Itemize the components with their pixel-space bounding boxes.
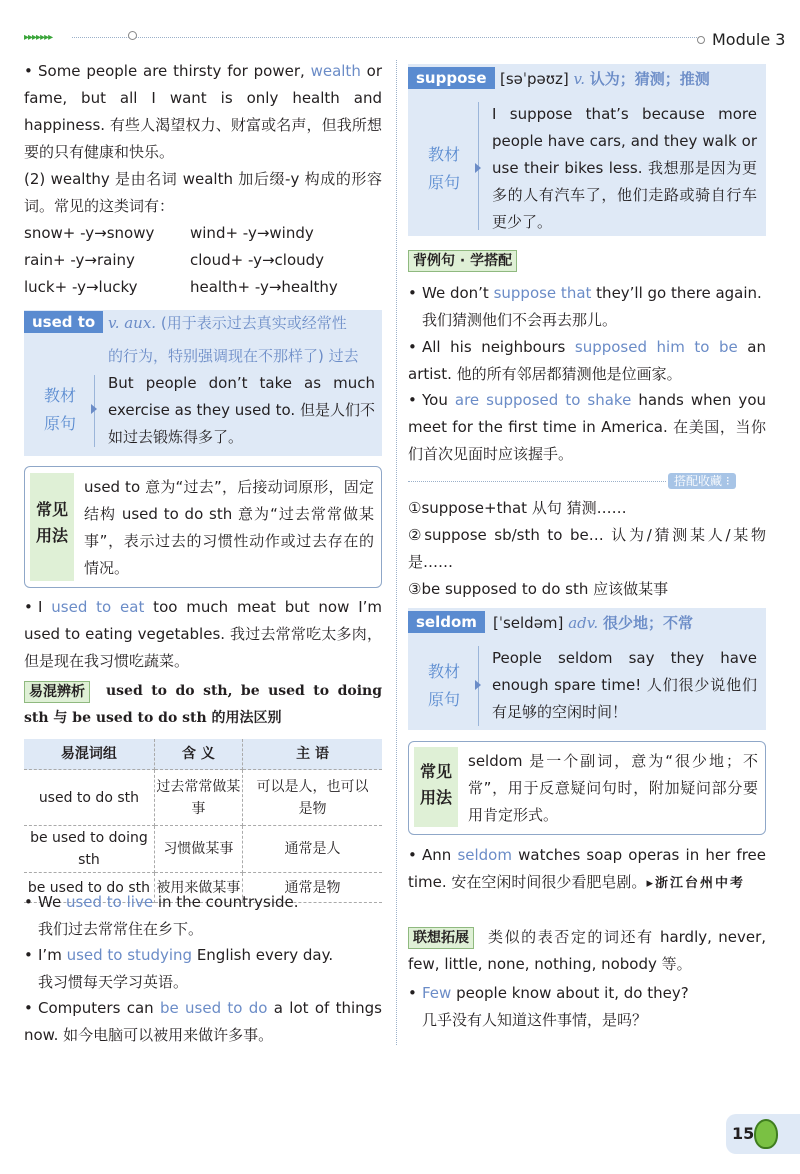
usage-tag: 常见用法 [414, 747, 458, 827]
table-cell: be used to doing sth [24, 826, 154, 873]
balloon-icon [754, 1119, 778, 1149]
seldom-definition: [ˈseldəm] adv. 很少地；不常 [493, 614, 693, 632]
suppose-that-example: • We don’t suppose that they’ll go there again. 我们猜测他们不会再去那儿。 [408, 280, 766, 334]
suppose-example: I suppose that’s because more people have cars, and they walk or use their bikes less. 我想那是因为更多的人有汽车了，他们走路或骑自行车更少了。 [492, 105, 757, 231]
header-dot [128, 31, 137, 40]
table-cell: be used to do sth [24, 873, 154, 903]
used-to-studying-example: • I’m used to studying English every day. 我习惯每天学习英语。 [24, 942, 382, 996]
keyword-used-to: used to [24, 311, 103, 333]
confuse-tag: 易混辨析 [24, 681, 90, 703]
be-used-to-do-example: • Computers can be used to do a lot of things now. 如今电脑可以被用来做许多事。 [24, 995, 382, 1049]
seldom-sentence: • Ann seldom watches soap operas in her free time. 安在空闲时间很少看肥皂剧。▸浙江台州中考 [408, 842, 766, 897]
seldom-example: People seldom say they have enough spare time! 人们很少说他们有足够的空闲时间！ [492, 649, 757, 721]
used-to-example: But people don’t take as much exercise as they used to. 但是人们不如过去锻炼得多了。 [108, 374, 375, 446]
extension-tag: 联想拓展 [408, 927, 474, 949]
table-header: 易混词组 [24, 739, 154, 770]
collect-rule [408, 481, 666, 482]
page-number: 15 [732, 1124, 755, 1143]
usage-text: used to 意为“过去”，后接动词原形，固定结构 used to do sth 意为“过去常常做某事”，表示过去的习惯性动作或过去存在的情况。 [84, 478, 374, 577]
usage-tag: 常见用法 [30, 473, 74, 581]
table-row [24, 826, 382, 873]
header-arrows: ▸▸▸▸▸▸▸ [24, 32, 53, 43]
pointer-icon [475, 163, 481, 173]
module-title: Module 3 [712, 30, 786, 49]
textbook-label: 教材原句 [427, 662, 460, 709]
supposed-to-shake-example: • You are supposed to shake hands when you meet for the first time in America. 在美国，当你们首次见面时应该握手。 [408, 387, 766, 468]
few-example: • Few people know about it, do they? 几乎没有人知道这件事情，是吗？ [408, 980, 766, 1034]
used-to-live-example: • We used to live in the countryside. 我们过去常常住在乡下。 [24, 889, 382, 943]
table-cell: 可以是人，也可以是物 [243, 770, 382, 826]
used-to-eat-example: • I used to eat too much meat but now I’m used to eating vegetables. 我过去常常吃太多肉，但是现在我习惯吃蔬菜。 [24, 594, 382, 675]
word-list-col2: wind+ -y→windy cloud+ -y→cloudy health+ -y→healthy [190, 224, 338, 296]
usage-text: seldom 是一个副词，意为“很少地；不常”，用于反意疑问句时，附加疑问部分要用肯定形式。 [468, 752, 758, 824]
table-cell: 过去常常做某事 [154, 770, 242, 826]
collocation-3: ③be supposed to do sth 应该做某事 [408, 580, 669, 598]
collocation-2: ②suppose sb/sth to be… 认为/猜测某人/某物是…… [408, 526, 766, 571]
keyword-seldom: seldom [408, 611, 485, 633]
used-to-definition-2: 的行为，特别强调现在不那样了) 过去 [108, 347, 359, 365]
pointer-icon [91, 404, 97, 414]
wealth-example: • Some people are thirsty for power, wealth or fame, but all I want is only health and happiness. 有些人渴望权力、财富或名声，但我所想要的只有健康和快乐。 [24, 58, 382, 166]
table-header: 主 语 [243, 739, 382, 770]
textbook-label: 教材原句 [427, 145, 460, 192]
header-rule [72, 37, 697, 38]
extension-text: 类似的表否定的词还有 hardly, never, few, little, none, nothing, nobody 等。 [408, 928, 766, 973]
table-header-row [24, 739, 382, 770]
keyword-suppose: suppose [408, 67, 495, 89]
table-cell: 被用来做某事 [154, 873, 242, 903]
table-row [24, 770, 382, 826]
table-cell: 通常是物 [243, 873, 382, 903]
suppose-definition: [səˈpəʊz] v. 认为；猜测；推测 [500, 70, 710, 88]
word-list-col1: snow+ -y→snowy rain+ -y→rainy luck+ -y→lucky [24, 224, 155, 296]
table-cell: used to do sth [24, 770, 154, 826]
pattern-tag: 背例句 · 学搭配 [408, 250, 517, 272]
confuse-title: used to do sth, be used to doing sth 与 be used to do sth 的用法区别 [24, 683, 382, 726]
supposed-to-be-example: • All his neighbours supposed him to be an artist. 他的所有邻居都猜测他是位画家。 [408, 334, 766, 388]
collect-tag: 搭配收藏 ⁝ [668, 473, 736, 489]
pointer-icon [475, 680, 481, 690]
header-dot-right [697, 36, 705, 44]
comparison-table [24, 739, 382, 903]
wealthy-note: (2) wealthy 是由名词 wealth 加后缀-y 构成的形容词。常见的这类词有： [24, 170, 382, 215]
used-to-definition: v. aux. (用于表示过去真实或经常性 [108, 314, 347, 332]
table-cell: 通常是人 [243, 826, 382, 873]
textbook-label: 教材原句 [43, 386, 76, 433]
column-divider [396, 60, 397, 1045]
table-header: 含 义 [154, 739, 242, 770]
collocation-1: ①suppose+that 从句 猜测…… [408, 499, 627, 517]
table-cell: 习惯做某事 [154, 826, 242, 873]
